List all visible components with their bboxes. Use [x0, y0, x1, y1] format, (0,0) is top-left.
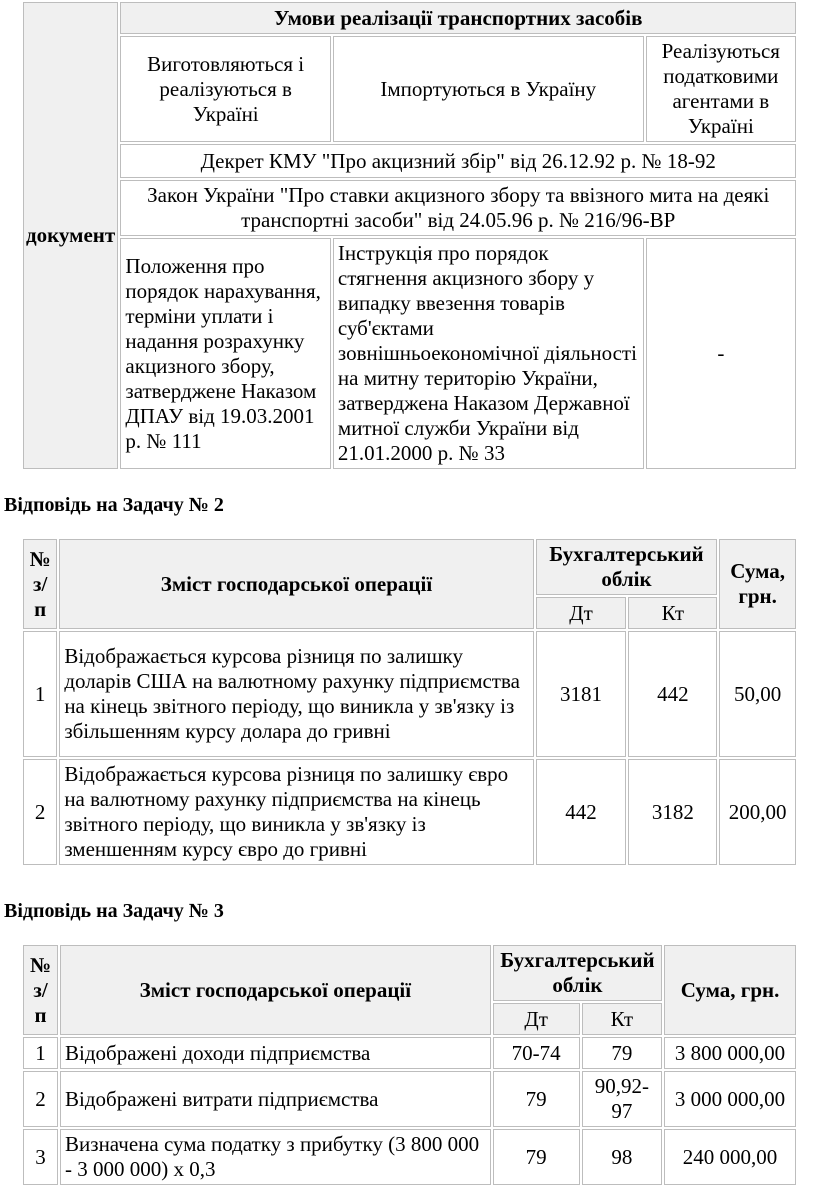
row-num: 2: [23, 759, 57, 865]
row-debit: 79: [493, 1129, 580, 1185]
regulation-tax-agents: -: [646, 238, 796, 469]
group-header: Умови реалізації транспортних засобів: [120, 2, 796, 34]
row-content: Відображається курсова різниця по залишку доларів США на валютному рахунку підприємства на кінець звітного періоду, що виникла у зв'язку із збільшенням курсу долара до гривні: [59, 631, 533, 757]
row-credit: 98: [582, 1129, 663, 1185]
row-debit: 3181: [536, 631, 627, 757]
task2-heading: Відповідь на Задачу № 2: [4, 494, 224, 516]
row-content: Визначена сума податку з прибутку (3 800 000 - 3 000 000) х 0,3: [60, 1129, 491, 1185]
row-credit: 79: [582, 1037, 663, 1069]
row-sum: 3 000 000,00: [664, 1071, 796, 1127]
col-header-tax-agents: Реалізуються податковими агентами в Україні: [646, 36, 796, 142]
header-debit: Дт: [493, 1003, 580, 1035]
table-row: [23, 1071, 796, 1127]
header-num: № з/п: [23, 945, 58, 1035]
col-header-domestic: Виготовляються і реалізуються в Україні: [120, 36, 330, 142]
header-debit: Дт: [536, 597, 627, 629]
task2-table: [21, 537, 798, 867]
law-cell: Закон України "Про ставки акцизного збору та ввізного мита на деякі транспортні засоби" від 24.05.96 р. № 216/96-ВР: [120, 180, 796, 236]
col-header-import: Імпортуються в Україну: [333, 36, 644, 142]
header-content: Зміст господарської операції: [59, 539, 533, 629]
header-accounting: Бухгалтерський облік: [536, 539, 718, 595]
row-header-document: документ: [23, 2, 118, 469]
row-sum: 240 000,00: [664, 1129, 796, 1185]
row-num: 1: [23, 1037, 58, 1069]
table-row: [23, 1037, 796, 1069]
row-credit: 442: [628, 631, 717, 757]
row-content: Відображені витрати підприємства: [60, 1071, 491, 1127]
task3-table: [21, 943, 798, 1187]
row-sum: 3 800 000,00: [664, 1037, 796, 1069]
row-credit: 90,92-97: [582, 1071, 663, 1127]
task3-heading: Відповідь на Задачу № 3: [4, 900, 224, 922]
row-sum: 200,00: [719, 759, 796, 865]
excise-documents-table: [21, 0, 798, 471]
header-credit: Кт: [628, 597, 717, 629]
row-credit: 3182: [628, 759, 717, 865]
row-content: Відображається курсова різниця по залишку євро на валютному рахунку підприємства на кінець звітного періоду, що виникла у зв'язку із зменшенням курсу євро до гривні: [59, 759, 533, 865]
table-row: [23, 759, 796, 865]
regulation-import: Інструкція про порядок стягнення акцизного збору у випадку ввезення товарів суб'єктами зовнішньоекономічної діяльності на митну територію України, затверджена Наказом Державної митної служби України від 21.01.2000 р. № 33: [333, 238, 644, 469]
header-sum: Сума, грн.: [719, 539, 796, 629]
row-debit: 442: [536, 759, 627, 865]
header-num: № з/п: [23, 539, 57, 629]
header-accounting: Бухгалтерський облік: [493, 945, 662, 1001]
header-content: Зміст господарської операції: [60, 945, 491, 1035]
row-num: 1: [23, 631, 57, 757]
row-num: 3: [23, 1129, 58, 1185]
header-credit: Кт: [582, 1003, 663, 1035]
regulation-domestic: Положення про порядок нарахування, терміни уплати і надання розрахунку акцизного збору, затверджене Наказом ДПАУ від 19.03.2001 р. № 111: [120, 238, 330, 469]
row-content: Відображені доходи підприємства: [60, 1037, 491, 1069]
table-row: [23, 1129, 796, 1185]
row-sum: 50,00: [719, 631, 796, 757]
header-sum: Сума, грн.: [664, 945, 796, 1035]
table-row: [23, 631, 796, 757]
row-debit: 79: [493, 1071, 580, 1127]
row-debit: 70-74: [493, 1037, 580, 1069]
decree-cell: Декрет КМУ "Про акцизний збір" від 26.12.92 р. № 18-92: [120, 144, 796, 178]
row-num: 2: [23, 1071, 58, 1127]
